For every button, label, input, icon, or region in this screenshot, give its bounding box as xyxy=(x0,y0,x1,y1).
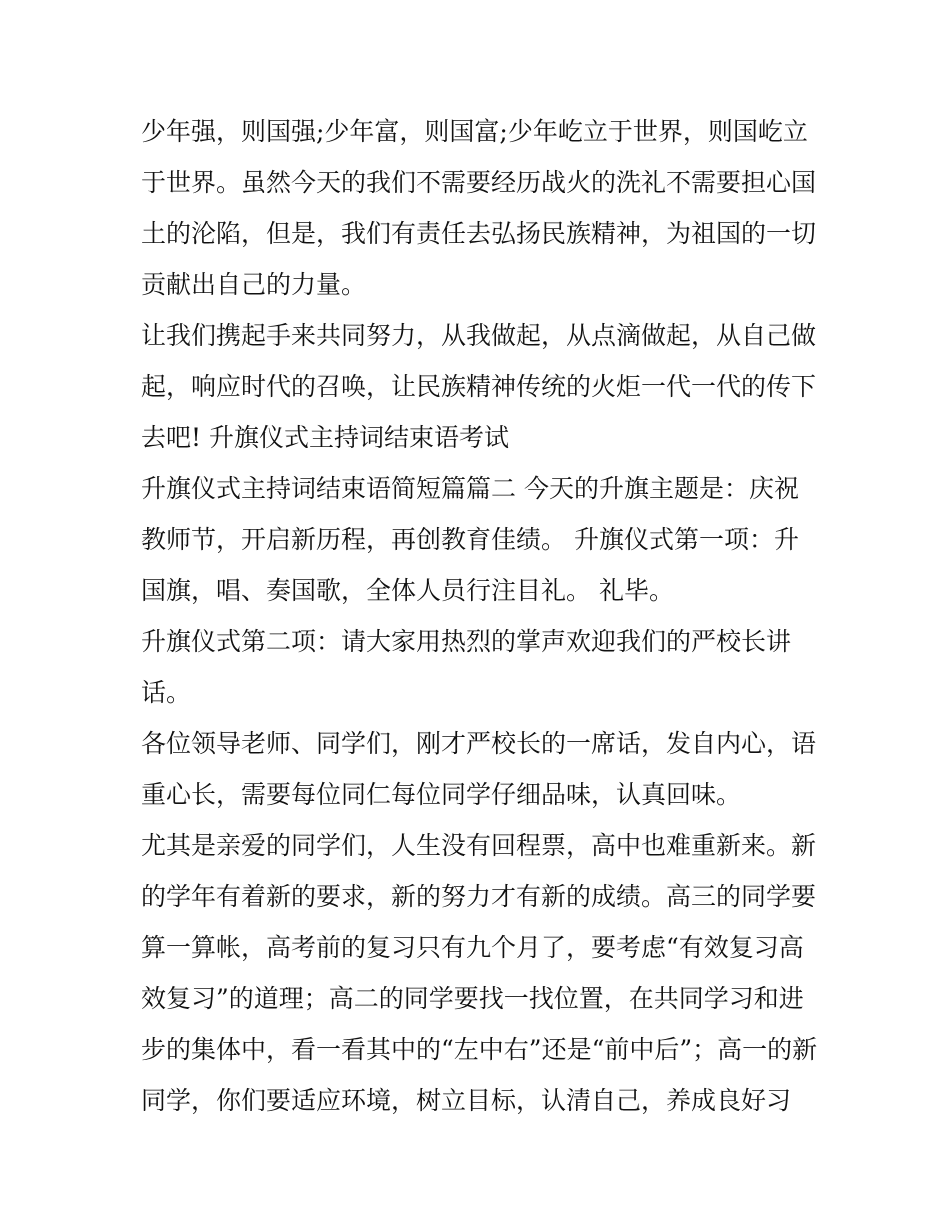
text-line: 的学年有着新的要求，新的努力才有新的成绩。高三的同学要 xyxy=(141,882,817,911)
text-line: 土的沦陷，但是，我们有责任去弘扬民族精神，为祖国的一切 xyxy=(141,219,817,248)
text-line: 贡献出自己的力量。 xyxy=(141,270,367,299)
text-line: 让我们携起手来共同努力，从我做起，从点滴做起，从自己做 xyxy=(141,321,817,350)
text-line: 步的集体中，看一看其中的“左中右”还是“前中后”；高一的新 xyxy=(141,1035,818,1064)
paragraph-3 xyxy=(141,463,821,616)
text-line: 效复习”的道理；高二的同学要找一找位置，在共同学习和进 xyxy=(141,984,804,1013)
text-line: 升旗仪式主持词结束语简短篇篇二 今天的升旗主题是：庆祝 xyxy=(141,474,799,503)
text-line: 尤其是亲爱的同学们，人生没有回程票，高中也难重新来。新 xyxy=(141,831,817,860)
text-line: 话。 xyxy=(141,678,192,707)
text-line: 去吧! 升旗仪式主持词结束语考试 xyxy=(141,423,509,452)
text-line: 教师节，开启新历程，再创教育佳绩。 升旗仪式第一项：升 xyxy=(141,525,799,554)
paragraph-6 xyxy=(141,820,821,1126)
text-line: 同学，你们要适应环境，树立目标，认清自己，养成良好习 xyxy=(141,1086,792,1115)
text-line: 各位领导老师、同学们，刚才严校长的一席话，发自内心，语 xyxy=(141,729,817,758)
paragraph-2 xyxy=(141,310,821,463)
text-line: 算一算帐，高考前的复习只有九个月了，要考虑“有效复习高 xyxy=(141,933,804,962)
paragraph-4 xyxy=(141,616,821,718)
text-line: 重心长，需要每位同仁每位同学仔细品味，认真回味。 xyxy=(141,780,742,809)
text-line: 起，响应时代的召唤，让民族精神传统的火炬一代一代的传下 xyxy=(141,372,817,401)
text-line: 国旗，唱、奏国歌，全体人员行注目礼。 礼毕。 xyxy=(141,576,674,605)
text-line: 少年强，则国强;少年富，则国富;少年屹立于世界，则国屹立 xyxy=(141,117,808,146)
document-body xyxy=(141,106,821,1126)
text-line: 升旗仪式第二项：请大家用热烈的掌声欢迎我们的严校长讲 xyxy=(141,627,792,656)
paragraph-1 xyxy=(141,106,821,310)
paragraph-5 xyxy=(141,718,821,820)
text-line: 于世界。虽然今天的我们不需要经历战火的洗礼不需要担心国 xyxy=(141,168,817,197)
